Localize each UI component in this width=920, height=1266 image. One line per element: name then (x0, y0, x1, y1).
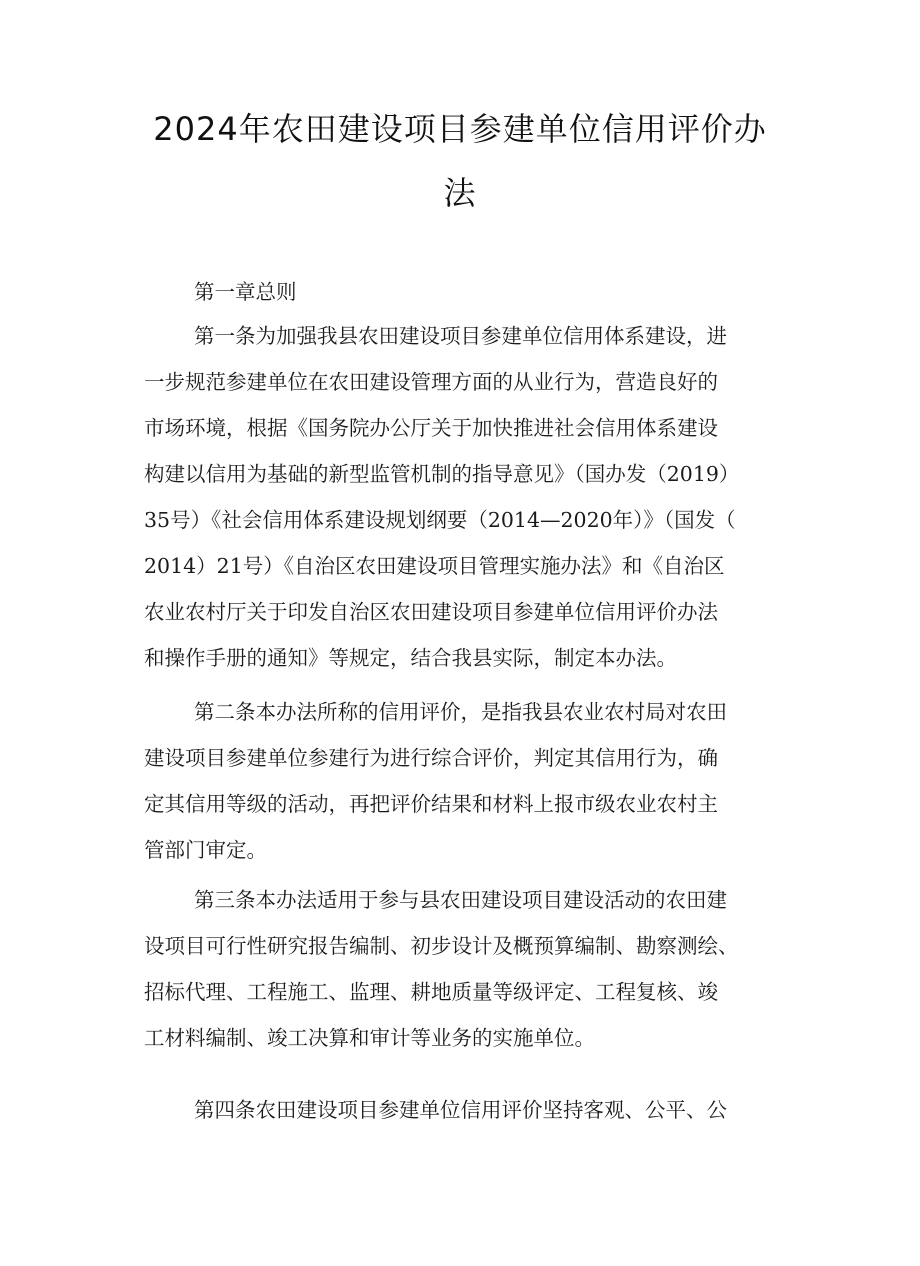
article-1-line: 农业农村厅关于印发自治区农田建设项目参建单位信用评价办法 (144, 600, 718, 624)
article-3-line: 工材料编制、竣工决算和审计等业务的实施单位。 (144, 1026, 595, 1050)
article-1-line: 构建以信用为基础的新型监管机制的指导意见》（国办发（2019） (144, 462, 740, 486)
article-2-line: 定其信用等级的活动，再把评价结果和材料上报市级农业农村主 (144, 792, 718, 816)
article-2-line: 管部门审定。 (144, 838, 267, 862)
article-2-line: 第二条本办法所称的信用评价，是指我县农业农村局对农田 (194, 700, 727, 724)
article-2-line: 建设项目参建单位参建行为进行综合评价，判定其信用行为，确 (144, 746, 718, 770)
document-title-line1: 2024年农田建设项目参建单位信用评价办 (153, 110, 767, 148)
chapter-heading: 第一章总则 (194, 280, 297, 304)
article-3-line: 第三条本办法适用于参与县农田建设项目建设活动的农田建 (194, 888, 727, 912)
article-1-line: 和操作手册的通知》等规定，结合我县实际，制定本办法。 (144, 646, 677, 670)
article-3-line: 设项目可行性研究报告编制、初步设计及概预算编制、勘察测绘、 (144, 934, 739, 958)
article-1-line: 市场环境，根据《国务院办公厅关于加快推进社会信用体系建设 (144, 416, 718, 440)
article-3-line: 招标代理、工程施工、监理、耕地质量等级评定、工程复核、竣 (144, 980, 718, 1004)
article-1-line: 2014）21号）《自治区农田建设项目管理实施办法》和《自治区 (144, 554, 725, 578)
document-title-line2: 法 (443, 174, 477, 212)
article-1-line: 一步规范参建单位在农田建设管理方面的从业行为，营造良好的 (144, 370, 718, 394)
article-1-line: 35号）《社会信用体系建设规划纲要（2014—2020年）》（国发（ (144, 508, 736, 532)
article-4-line: 第四条农田建设项目参建单位信用评价坚持客观、公平、公 (194, 1098, 727, 1122)
article-1-line: 第一条为加强我县农田建设项目参建单位信用体系建设，进 (194, 324, 727, 348)
